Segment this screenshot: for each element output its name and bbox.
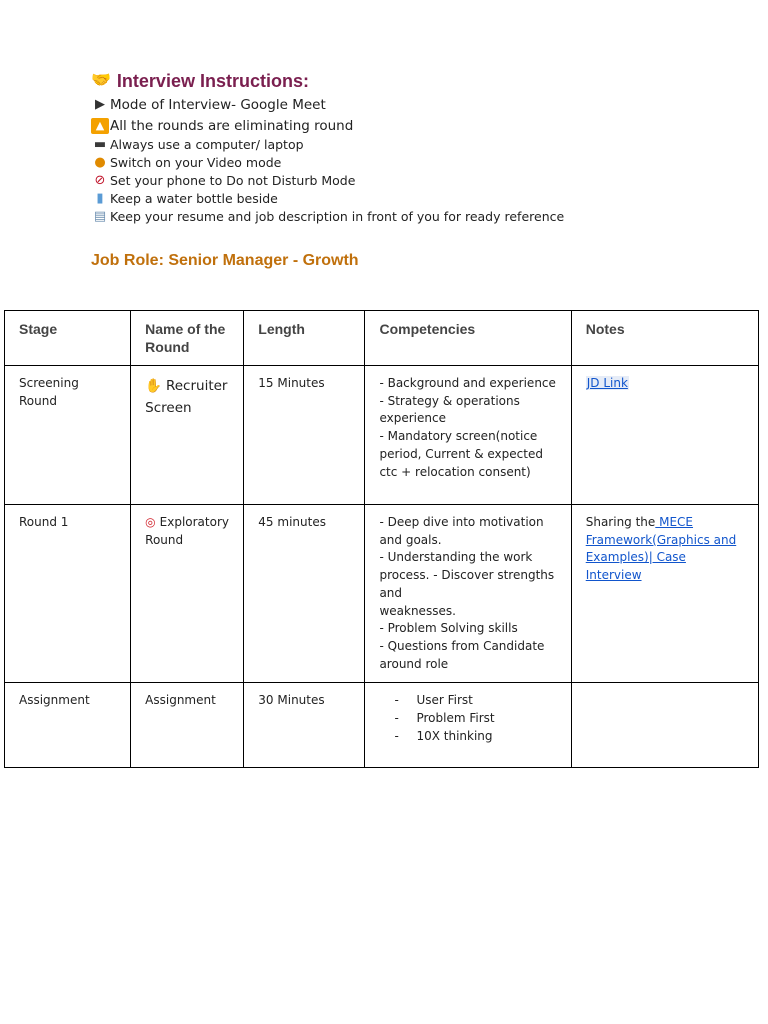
list-item: - User First (400, 692, 556, 710)
warning-icon: ▲ (91, 118, 109, 134)
interview-rounds-table (4, 310, 759, 768)
table-header-row (5, 311, 759, 366)
table-row (5, 366, 759, 505)
water-bottle-icon: ▮ (96, 191, 104, 206)
document-icon: ▤ (93, 209, 107, 224)
instruction-item (91, 136, 564, 154)
competency-line: experience (379, 411, 446, 426)
instructions-section (91, 68, 564, 226)
competency-line: - Questions from Candidate around role (379, 638, 545, 671)
instruction-item (91, 208, 564, 226)
person-at-laptop-icon: ● (94, 155, 106, 170)
instruction-item (91, 116, 564, 136)
mece-framework-link[interactable]: MECE Framework(Graphics and Examples)| Case Interview (585, 515, 737, 583)
no-phones-icon: ⊘ (94, 173, 106, 188)
competency-bullets (379, 692, 556, 745)
length-cell: 45 minutes (244, 505, 365, 683)
competency-line: weaknesses. (379, 603, 456, 618)
instruction-item (91, 154, 564, 172)
waving-hand-icon: ✋ (145, 378, 162, 394)
header-length: Length (244, 311, 365, 366)
instruction-item (91, 94, 564, 116)
instruction-text: Always use a computer/ laptop (110, 137, 304, 152)
stage-cell: Assignment (5, 683, 131, 768)
target-icon: ◎ (145, 515, 156, 529)
video-camera-icon: ▶ (95, 97, 105, 112)
competency-line: - Mandatory screen(notice period, Current & expected ctc + relocation consent) (379, 429, 543, 479)
competencies-cell (365, 366, 571, 505)
round-name-cell (131, 366, 244, 505)
notes-cell (571, 683, 758, 768)
instructions-list (91, 94, 564, 226)
instruction-text: Keep a water bottle beside (110, 191, 278, 206)
stage-cell: Round 1 (5, 505, 131, 683)
laptop-icon: ▬ (93, 137, 107, 152)
stage-cell: Screening Round (5, 366, 131, 505)
jd-link[interactable]: JD Link (586, 376, 628, 390)
notes-cell (571, 505, 758, 683)
header-competencies: Competencies (365, 311, 571, 366)
header-stage: Stage (5, 311, 131, 366)
instruction-text: Set your phone to Do not Disturb Mode (110, 173, 356, 188)
instructions-title (91, 68, 564, 94)
list-item: - 10X thinking (400, 728, 556, 746)
competency-line: - Deep dive into motivation and goals. (379, 515, 544, 547)
header-round-name: Name of the Round (131, 311, 244, 366)
competency-line: - Understanding the work process. - Discover strengths and (379, 550, 555, 600)
handshake-icon: 🤝 (91, 72, 111, 89)
instruction-item (91, 172, 564, 190)
job-role-heading: Job Role: Senior Manager - Growth (91, 252, 359, 269)
notes-prefix: Sharing the (585, 515, 656, 529)
list-item: - Problem First (400, 710, 556, 728)
round-name-text: Exploratory Round (145, 515, 229, 547)
table-row (5, 683, 759, 768)
notes-cell (571, 366, 758, 505)
competency-line: - Background and experience - Strategy & operations (379, 376, 556, 408)
instructions-title-text: Interview Instructions: (116, 71, 309, 91)
competency-line: - Problem Solving skills (379, 621, 518, 636)
competencies-cell (365, 505, 571, 683)
instruction-text: Keep your resume and job description in front of you for ready reference (110, 209, 565, 224)
length-cell: 30 Minutes (244, 683, 365, 768)
instruction-text: All the rounds are eliminating round (110, 118, 354, 134)
round-name-text: Recruiter Screen (145, 378, 228, 416)
table-row (5, 505, 759, 683)
header-notes: Notes (571, 311, 758, 366)
length-cell: 15 Minutes (244, 366, 365, 505)
competencies-cell (365, 683, 571, 768)
instruction-item (91, 190, 564, 208)
instruction-text: Mode of Interview- Google Meet (110, 97, 326, 113)
instruction-text: Switch on your Video mode (110, 155, 282, 170)
round-name-cell: Assignment (131, 683, 244, 768)
round-name-cell (131, 505, 244, 683)
